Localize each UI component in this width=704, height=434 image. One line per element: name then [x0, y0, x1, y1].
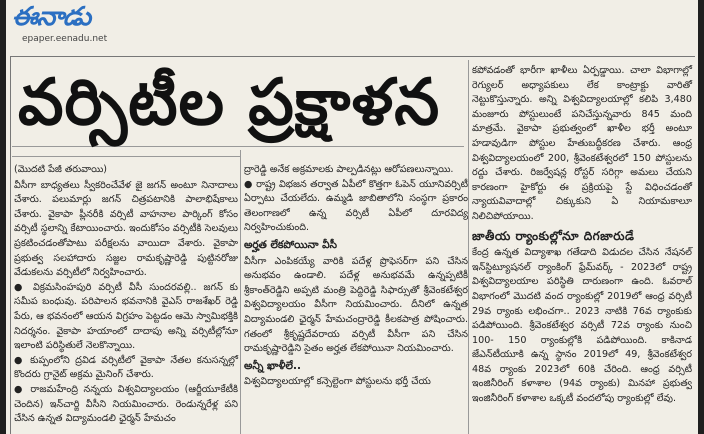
site-url[interactable]: epaper.eenadu.net [22, 34, 108, 44]
paragraph: కపోవడంతో భారీగా ఖాళీలు ఏర్పడ్డాయి. చాలా విభాగాల్లో రెగ్యులర్ అధ్యాపకులు లేక కాంట్రాక్టు వారితో నెట్టుకొస్తున్నారు. అన్ని విశ్వవిద్యాలయాల్లో కలిపి 3,480 మంజూరు పోస్టులుంటే పనిచేస్తున్నవారు 845 మంది మాత్రమే. వైకాపా ప్రభుత్వంలో ఖాళీల భర్తీ అంటూ హడావుడిగా పోస్టుల హేతుబద్ధీకరణ చేశారు. ఆంధ్ర విశ్వవిద్యాలయంలో 200, శ్రీవెంకటేశ్వరలో 150 పోస్టులను రద్దు చేశారు. రిజర్వేషన్ల రోస్టర్ సరిగ్గా అమలు చేయని కారణంగా హైకోర్టు ఈ ప్రక్రియపై స్టే విధించడంతో న్యాయవివాదాల్లో చిక్కుకుని ఏ నియామకాలూ నిలిచిపోయాయి. [472, 65, 692, 222]
paragraph: కేంద్ర ఉన్నత విద్యాశాఖ గతేడాది విడుదల చేసిన నేషనల్ ఇన్‌స్టిట్యూషనల్ ర్యాంకింగ్ ఫ్రేమ్‌వర్క్ - 2023లో రాష్ట్ర విశ్వవిద్యాలయాల పరిస్థితి దారుణంగా ఉంది. ఓవరాల్ విభాగంలో మొదటి వంద ర్యాంకుల్లో 2019లో ఆంధ్ర వర్సిటీ 29వ ర్యాంకు లభించగా.. 2023 నాటికి 76వ ర్యాంకుకు పడిపోయింది. శ్రీవెంకటేశ్వర వర్సిటీ 72వ ర్యాంకు నుంచి 100- 150 ర్యాంకుల్లోకి పడిపోయింది. కాకినాడ జేఎన్‌టీయూకి ఉన్న స్థానం 2019లో 49, శ్రీవెంకటేశ్వర 48వ ర్యాంకు 2023లో 60కి చేరింది. ఆంధ్ర వర్సిటీ ఇంజినీరింగ్ కళాశాల (94వ ర్యాంకు) మినహా ప్రభుత్వ ఇంజినీరింగ్ కళాశాల ఒక్కటీ వందలోపు ర్యాంకుల్లో లేవు. [472, 247, 692, 405]
paragraph: విశ్వవిద్యాలయాల్లో కన్సెల్టెంగా పోస్టులను భర్తీ చేయ [244, 376, 431, 388]
column-divider-2 [468, 60, 469, 434]
paragraph: ● కుప్పంలోని ద్రవిడ వర్సిటీలో వైకాపా నేతల కనుసన్నల్లో కొందరు గ్రానైట్ అక్రమ మైనింగ్ చేశారు. [14, 354, 238, 381]
article-column-1 [14, 163, 238, 427]
paragraph: ● రాజమహేంద్రి నన్నయ విశ్వవిద్యాలయం (ఆర్జీయూకేటీకి చెందిన) ఇన్‌చార్జి వీసీని నియమించారు. రెండున్నరేళ్ల పని చేసిన ఉన్నత విద్యామండలి ఛైర్మన్ హేమచం [14, 383, 238, 425]
column-divider-1 [240, 150, 241, 434]
article-column-3 [472, 64, 692, 407]
article-column-2 [244, 163, 468, 390]
paragraph: ● విక్రమసింహపురి వర్సిటీ వీసీ సుందరవల్లి.. జగన్ కు సమీప బంధువు. పరిపాలన భవనానికి వైఎస్ రాజశేఖర్ రెడ్డి పేరు, ఆ భవనంలో ఆయన విగ్రహం పెట్టడం ఆమె స్వామిభక్తికి నిదర్శనం. వైకాపా హయాంలో దాదాపు అన్ని వర్సిటీల్లోనూ ఇలాంటి పరిస్థితులే నెలకొన్నాయి. [14, 281, 238, 352]
newspaper-page [6, 0, 698, 434]
headline-box [12, 60, 464, 147]
paragraph: ద్రారెడ్డి అనేక అక్రమాలకు పాల్పడినట్లు ఆరోపణలున్నాయి. [244, 164, 454, 175]
masthead [12, 2, 192, 52]
continued-note: (మొదటి పేజీ తరువాయి) [14, 164, 108, 175]
headline-rule [12, 156, 240, 157]
eenadu-logo[interactable]: ఈనాడు [12, 2, 91, 32]
article-headline: వర్సిటీల ప్రక్షాళన [18, 66, 441, 140]
paragraph: వీసీగా ఎంపికయ్యే వారికి పదేళ్ల ప్రొఫెసర్‌గా పని చేసిన అనుభవం ఉండాలి. పదేళ్ల అనుభవమే ఉన్నప్పటికీ శ్రీకాంత్‌రెడ్డిని అప్పటి మంత్రి పెద్దిరెడ్డి సిఫార్సుతో శ్రీవెంకటేశ్వర విశ్వవిద్యాలయం వీసీగా నియమించారు. దీనిలో ఉన్నత విద్యామండలి ఛైర్మన్ హేమచంద్రారెడ్డి కీలకపాత్ర పోషించారు. గతంలో శ్రీకృష్ణదేవరాయ వర్సిటీ వీసీగా పని చేసిన రామకృష్ణారెడ్డిని సైతం అర్హత లేకపోయినా నియమించారు. [244, 255, 468, 355]
paragraph: ● రాష్ట్ర విభజన తర్వాత ఏపీలో కొత్తగా ఓపెన్ యూనివర్సిటీ ఏర్పాటు చేయలేదు. ఉమ్మడి జాబితాలోని సంస్థగా ప్రకారం తెలంగాణలో ఉన్న వర్సిటీ ఏపీలో దూరవిద్య నిర్వహించుకుంది. [244, 178, 468, 234]
subheading: అన్నీ ఖాళీలే.. [244, 359, 301, 372]
subheading: అర్హత లేకపోయినా వీసీ [244, 238, 337, 251]
subheading: జాతీయ ర్యాంకుల్లోనూ దిగజారుడే [472, 228, 635, 243]
paragraph: వీసీగా బాధ్యతలు స్వీకరించేవేళ జై జగన్ అంటూ నినాదాలు చేశారు. పలుమార్లు జగన్ చిత్రపటానికి పాలాభిషేకాలు చేశారు. వైకాపా ప్లీనరీకి వర్సిటీ వాహనాల పార్కింగ్ కోసం వర్సిటీ స్థలాన్ని కేటాయించారు. ఇందుకోసం వర్సిటీకి సెలవులు ప్రకటించడంతోపాటు పరీక్షలను వాయిదా వేశారు. వైకాపా ప్రభుత్వ సలహాదారు సజ్జల రామకృష్ణారెడ్డి పుట్టినరోజు వేడుకలను వర్సిటీలో నిర్వహించారు. [14, 179, 238, 279]
